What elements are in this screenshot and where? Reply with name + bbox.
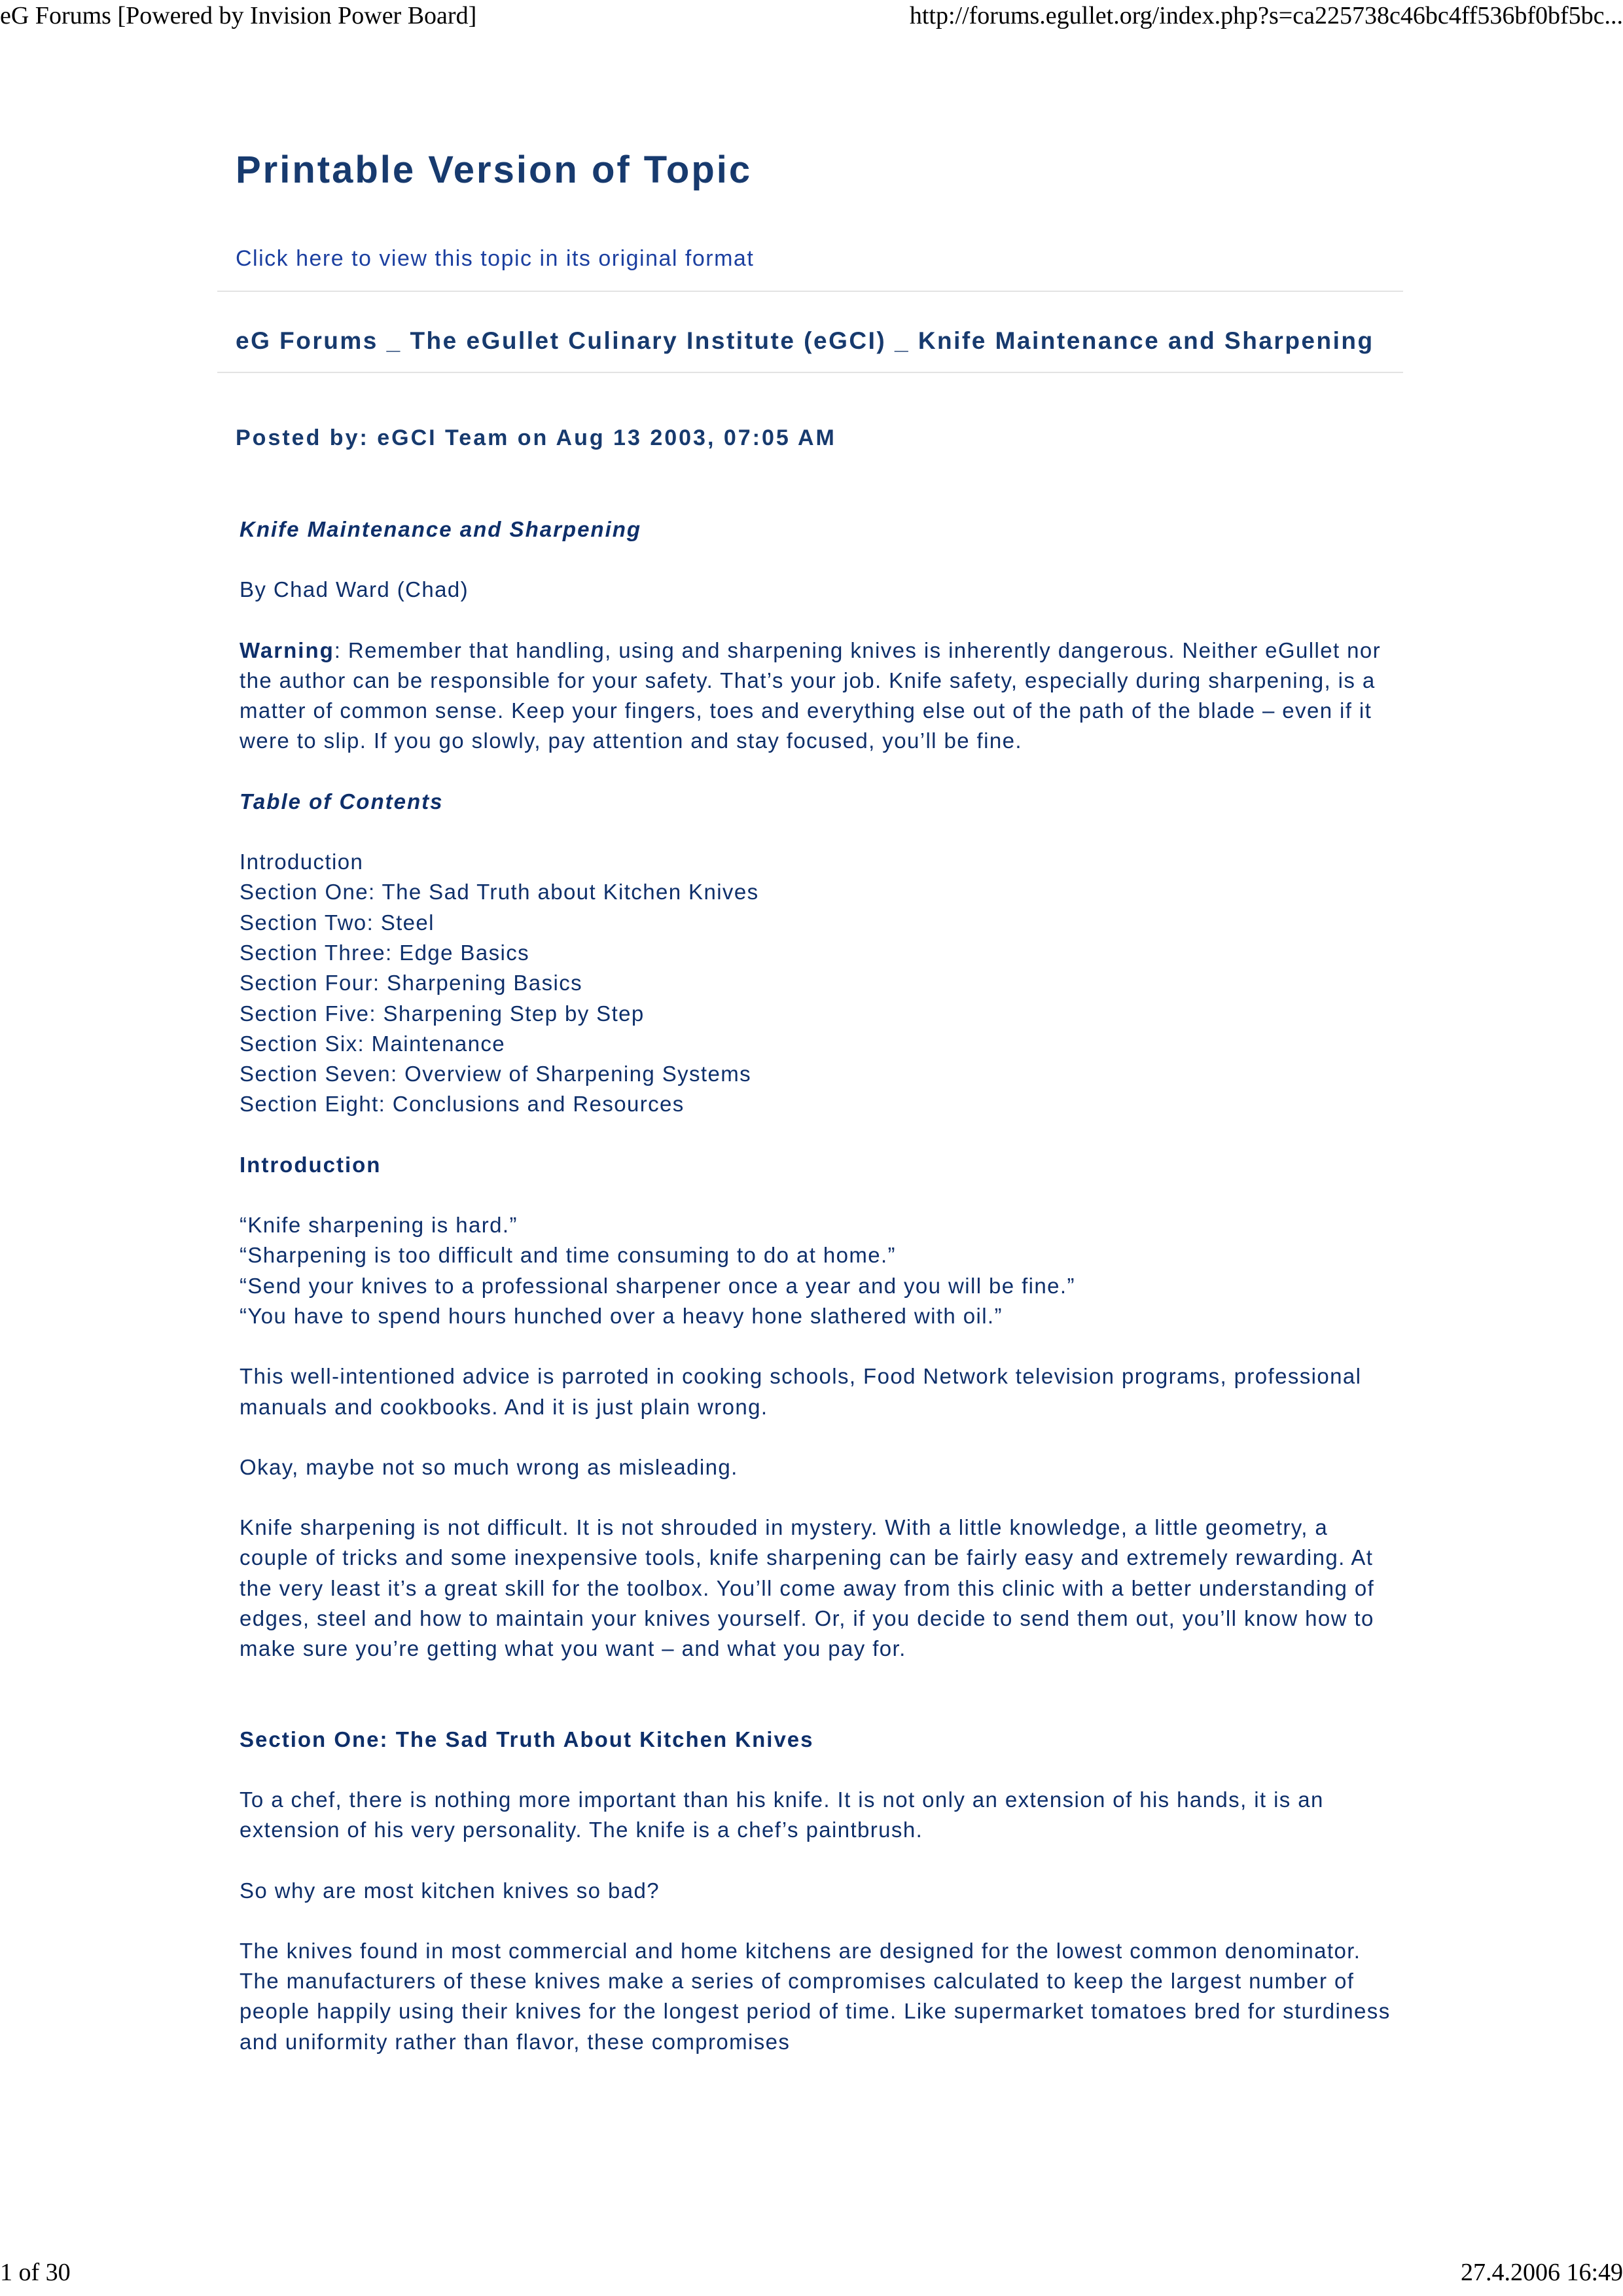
print-header xyxy=(0,1,1623,34)
breadcrumb: eG Forums _ The eGullet Culinary Institute (eGCI) _ Knife Maintenance and Sharpening xyxy=(236,327,1374,354)
toc-item: Section Three: Edge Basics xyxy=(240,940,530,965)
page-title: Printable Version of Topic xyxy=(236,149,753,191)
quote-line: “Send your knives to a professional sharpener once a year and you will be fine.” xyxy=(240,1273,1075,1298)
quote-line: “You have to spend hours hunched over a heavy hone slathered with oil.” xyxy=(240,1303,1003,1328)
post-body xyxy=(217,514,1391,2057)
intro-paragraph: Okay, maybe not so much wrong as misleading. xyxy=(240,1454,738,1479)
toc-item: Section Six: Maintenance xyxy=(240,1031,505,1056)
table-of-contents xyxy=(240,847,1391,1120)
divider xyxy=(217,372,1403,373)
article-title: Knife Maintenance and Sharpening xyxy=(240,517,642,541)
warning-paragraph xyxy=(240,636,1391,757)
quote-line: “Sharpening is too difficult and time consuming to do at home.” xyxy=(240,1243,896,1268)
browser-page-title: eG Forums [Powered by Invision Power Board] xyxy=(0,2,477,29)
byline: By Chad Ward (Chad) xyxy=(240,577,469,602)
section-one-paragraph: To a chef, there is nothing more important than his knife. It is not only an extension of his hands, it is an extension of his very personality. The knife is a chef’s paintbrush. xyxy=(240,1787,1324,1842)
original-format-link[interactable]: Click here to view this topic in its original format xyxy=(236,246,755,271)
toc-item: Section One: The Sad Truth about Kitchen Knives xyxy=(240,880,759,905)
quote-line: “Knife sharpening is hard.” xyxy=(240,1213,518,1238)
printable-topic xyxy=(217,137,1403,2087)
quotes-block xyxy=(240,1210,1391,1331)
print-footer xyxy=(0,2258,1623,2291)
toc-item: Section Seven: Overview of Sharpening Systems xyxy=(240,1062,752,1086)
intro-paragraph: This well-intentioned advice is parroted in cooking schools, Food Network television programs, professional manuals and cookbooks. And it is just plain wrong. xyxy=(240,1364,1362,1419)
toc-item: Section Eight: Conclusions and Resources xyxy=(240,1092,685,1117)
page-count: 1 of 30 xyxy=(0,2259,71,2286)
toc-item: Section Four: Sharpening Basics xyxy=(240,971,582,996)
toc-heading: Table of Contents xyxy=(240,789,444,814)
warning-text: : Remember that handling, using and sharpening knives is inherently dangerous. Neither eGullet nor the author can be responsible for your safety. That’s your job. Knife safety, especially during sharpening, is a matter of common sense. Keep your fingers, toes and everything else out of the path of the blade – even if it were to slip. If you go slowly, pay attention and stay focused, you’ll be fine. xyxy=(240,637,1381,753)
toc-item: Section Five: Sharpening Step by Step xyxy=(240,1001,645,1026)
intro-paragraph: Knife sharpening is not difficult. It is not shrouded in mystery. With a little knowledge, a little geometry, a couple of tricks and some inexpensive tools, knife sharpening can be fairly easy and extremely rewarding. At the very least it’s a great skill for the toolbox. You’ll come away from this clinic with a better understanding of edges, steel and how to maintain your knives yourself. Or, if you decide to send them out, you’ll know how to make sure you’re getting what you want – and what you pay for. xyxy=(240,1515,1375,1661)
section-one-paragraph: So why are most kitchen knives so bad? xyxy=(240,1878,660,1903)
browser-url: http://forums.egullet.org/index.php?s=ca225738c46bc4ff536bf0bf5bc... xyxy=(909,2,1623,29)
introduction-heading: Introduction xyxy=(240,1152,382,1177)
section-one-heading: Section One: The Sad Truth About Kitchen Knives xyxy=(240,1727,814,1751)
warning-label: Warning xyxy=(240,637,334,662)
toc-item: Section Two: Steel xyxy=(240,910,435,935)
toc-item: Introduction xyxy=(240,850,364,874)
post-meta: Posted by: eGCI Team on Aug 13 2003, 07:05 AM xyxy=(236,425,836,450)
print-timestamp: 27.4.2006 16:49 xyxy=(1460,2259,1623,2286)
divider xyxy=(217,291,1403,292)
section-one-paragraph: The knives found in most commercial and home kitchens are designed for the lowest common denominator. The manufacturers of these knives make a series of compromises calculated to keep the largest number of people happily using their knives for the longest period of time. Like supermarket tomatoes bred for sturdiness and uniformity rather than flavor, these compromises xyxy=(240,1938,1391,2054)
